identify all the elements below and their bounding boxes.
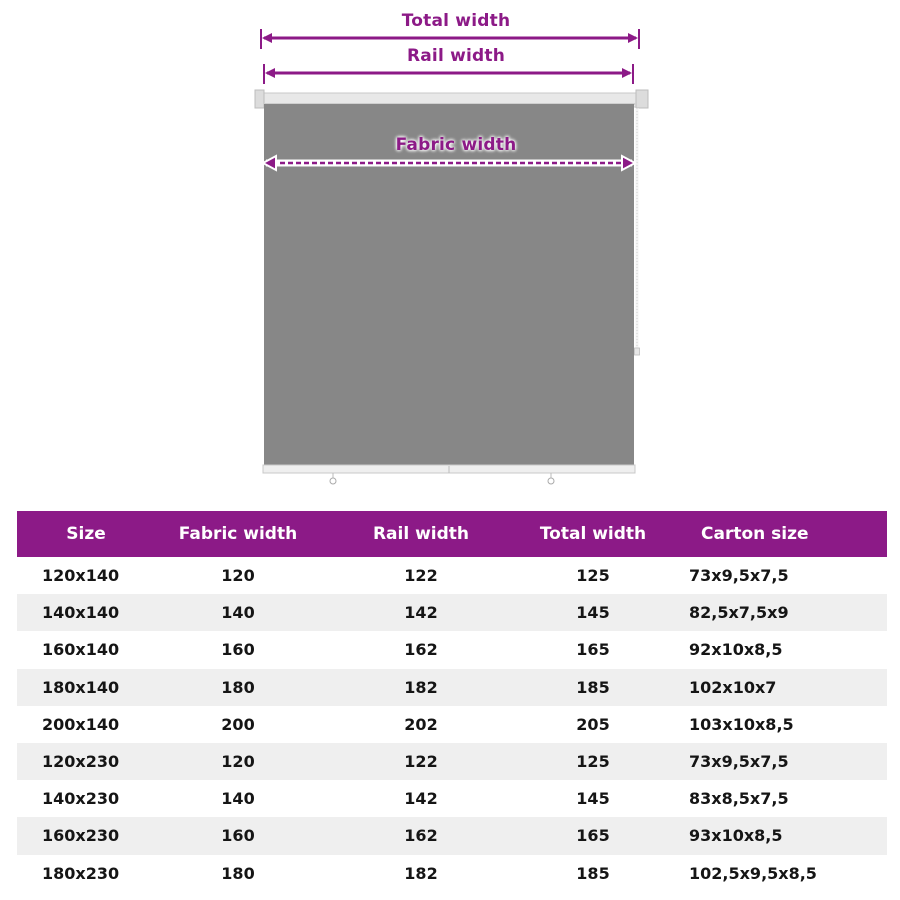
cell-carton-size: 82,5x7,5x9 (665, 594, 887, 631)
fabric-width-label: Fabric width (395, 135, 517, 155)
rail-width-dimension (264, 64, 633, 84)
rail-width-label: Rail width (406, 46, 506, 66)
cell-size: 180x230 (42, 863, 120, 883)
cell-total-width: 185 (521, 669, 665, 706)
header-carton-size: Carton size (665, 511, 887, 557)
cell-size: 200x140 (42, 714, 120, 734)
cell-rail-width: 202 (404, 714, 438, 734)
cell-carton-size: 73x9,5x7,5 (665, 743, 887, 780)
headrail-right-cap (636, 90, 648, 108)
cell-fabric-width: 200 (221, 714, 255, 734)
cell-rail-width: 182 (404, 863, 438, 883)
cell-carton-size: 102,5x9,5x8,5 (689, 863, 817, 883)
cell-rail-width: 122 (321, 743, 521, 780)
cell-rail-width: 162 (321, 817, 521, 854)
table-row (17, 743, 887, 780)
cell-rail-width: 142 (321, 594, 521, 631)
cell-total-width: 125 (576, 566, 610, 586)
header-rail-width: Rail width (321, 511, 521, 557)
total-width-label: Total width (401, 11, 511, 31)
cell-total-width: 185 (576, 863, 610, 883)
header-size: Size (17, 511, 155, 557)
cell-carton-size: 73x9,5x7,5 (689, 566, 789, 586)
clip-right-icon (548, 478, 554, 484)
table-row (17, 817, 887, 854)
cell-size: 140x230 (42, 789, 120, 809)
clip-left-icon (330, 478, 336, 484)
cell-size: 160x230 (17, 817, 155, 854)
cell-size: 160x140 (42, 640, 120, 660)
cell-fabric-width: 160 (221, 640, 255, 660)
header-fabric-width: Fabric width (155, 511, 321, 557)
cell-carton-size: 92x10x8,5 (689, 640, 783, 660)
table-header-row (17, 511, 887, 557)
cell-fabric-width: 140 (221, 789, 255, 809)
cell-total-width: 145 (576, 789, 610, 809)
cell-carton-size: 102x10x7 (665, 669, 887, 706)
cell-fabric-width: 160 (155, 817, 321, 854)
cell-carton-size: 93x10x8,5 (665, 817, 887, 854)
table-row (17, 557, 887, 594)
table-row (17, 780, 887, 817)
table-row (17, 594, 887, 631)
cell-fabric-width: 120 (155, 743, 321, 780)
cell-rail-width: 142 (404, 789, 438, 809)
cell-rail-width: 162 (404, 640, 438, 660)
header-total-width: Total width (521, 511, 665, 557)
cell-total-width: 145 (521, 594, 665, 631)
fabric-panel (264, 104, 634, 466)
cell-carton-size: 103x10x8,5 (689, 714, 794, 734)
size-table (17, 511, 887, 892)
cell-size: 120x140 (42, 566, 120, 586)
cell-fabric-width: 120 (221, 566, 255, 586)
headrail-left-cap (255, 90, 264, 108)
cell-size: 120x230 (17, 743, 155, 780)
cell-rail-width: 182 (321, 669, 521, 706)
cell-total-width: 125 (521, 743, 665, 780)
table-row (17, 669, 887, 706)
cell-fabric-width: 180 (155, 669, 321, 706)
cell-fabric-width: 140 (155, 594, 321, 631)
table-row (17, 706, 887, 743)
table-row (17, 855, 887, 892)
cell-fabric-width: 180 (221, 863, 255, 883)
cell-size: 180x140 (17, 669, 155, 706)
cell-size: 140x140 (17, 594, 155, 631)
cell-carton-size: 83x8,5x7,5 (689, 789, 789, 809)
cell-total-width: 165 (576, 640, 610, 660)
table-row (17, 631, 887, 668)
cell-rail-width: 122 (404, 566, 438, 586)
cell-total-width: 205 (576, 714, 610, 734)
cell-total-width: 165 (521, 817, 665, 854)
